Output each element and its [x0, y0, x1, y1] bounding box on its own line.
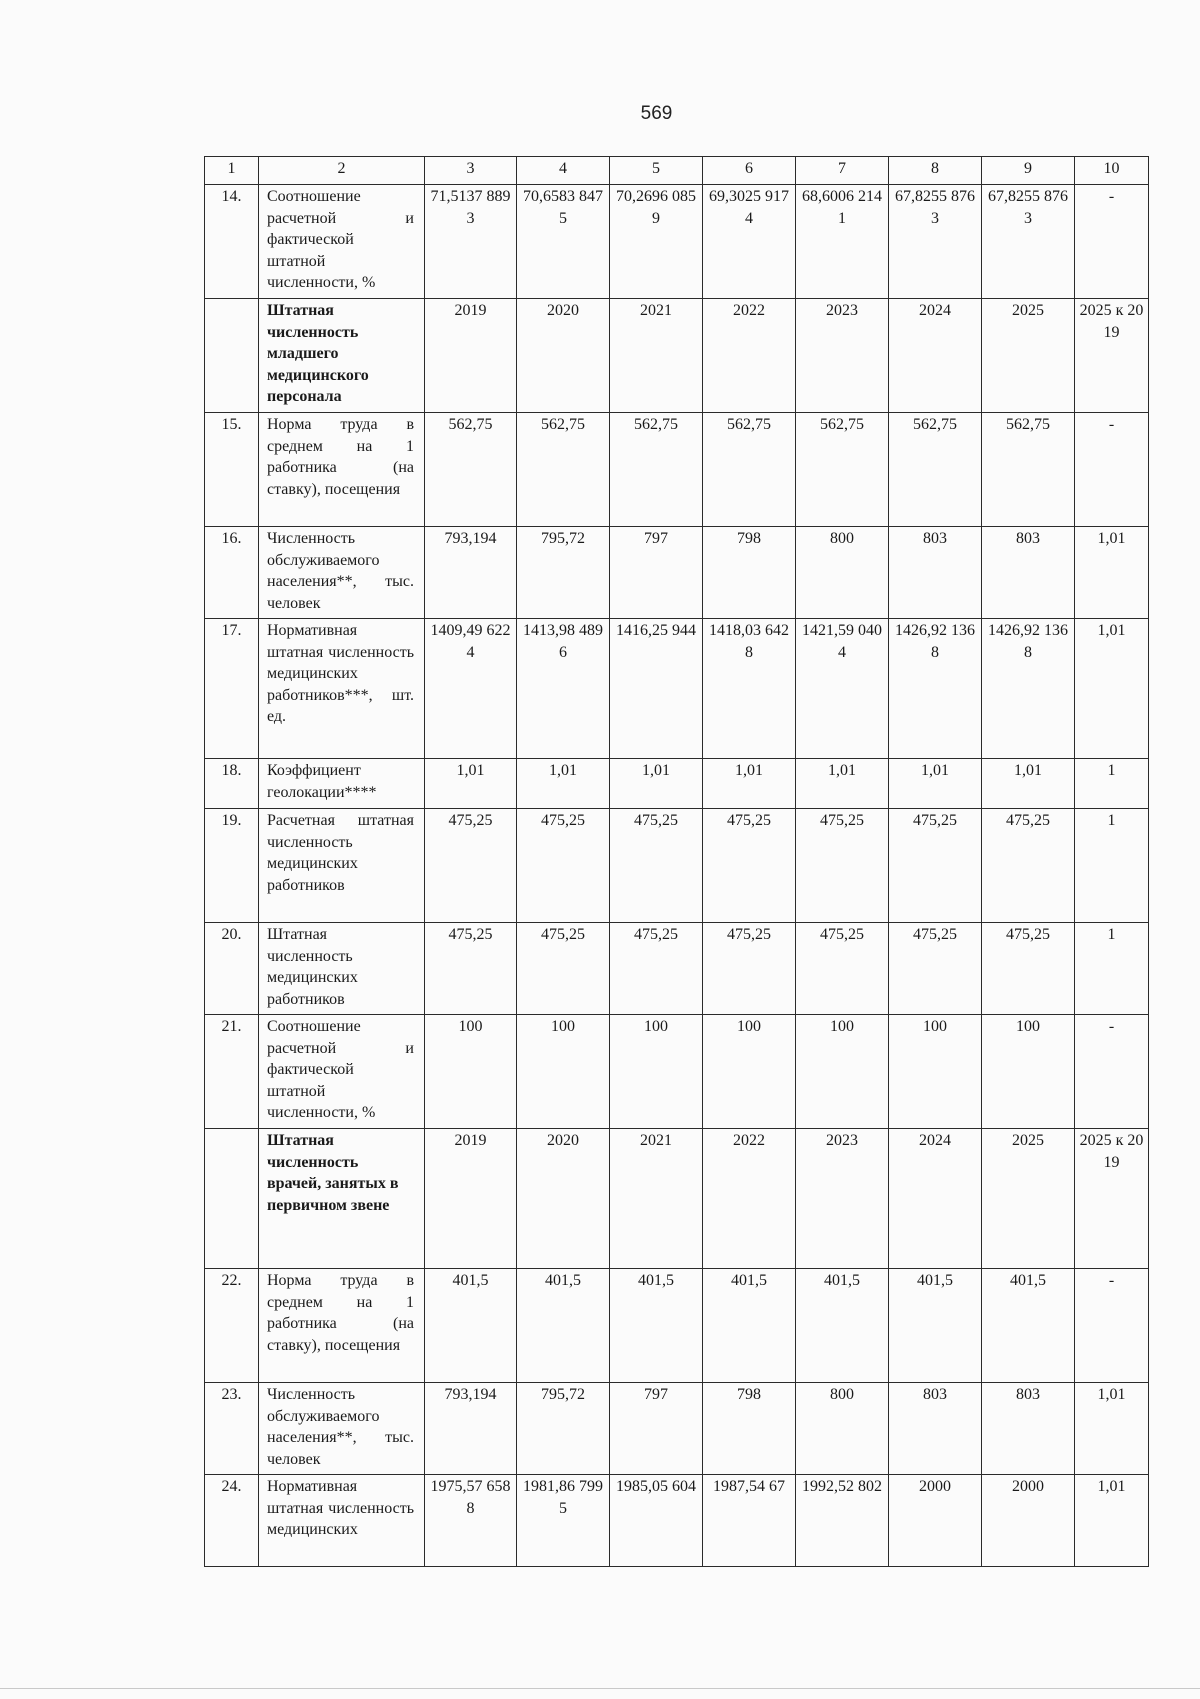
indicator-name-cell: Численность обслуживаемого населения**, тыс. человек: [259, 1383, 425, 1475]
indicator-name-cell: Численность обслуживаемого населения**, тыс. человек: [259, 527, 425, 619]
value-cell: -: [1075, 1269, 1149, 1383]
column-number-cell: 9: [982, 157, 1075, 185]
value-cell: 100: [703, 1015, 796, 1129]
row-number-cell: [205, 1129, 259, 1269]
row-number-cell: 23.: [205, 1383, 259, 1475]
value-cell: 475,25: [610, 923, 703, 1015]
year-cell: 2020: [517, 1129, 610, 1269]
page-bottom-edge: [0, 1688, 1200, 1689]
column-number-cell: 10: [1075, 157, 1149, 185]
value-cell: 1426,92 1368: [982, 619, 1075, 759]
row-number-cell: 19.: [205, 809, 259, 923]
value-cell: 71,5137 8893: [425, 185, 517, 299]
value-cell: 100: [796, 1015, 889, 1129]
year-cell: 2025: [982, 299, 1075, 413]
table-row: [205, 1015, 1149, 1129]
value-cell: 475,25: [517, 809, 610, 923]
value-cell: 1992,52 802: [796, 1475, 889, 1567]
year-cell: 2023: [796, 299, 889, 413]
value-cell: 70,2696 0859: [610, 185, 703, 299]
value-cell: 67,8255 8763: [982, 185, 1075, 299]
year-cell: 2025: [982, 1129, 1075, 1269]
value-cell: 1: [1075, 923, 1149, 1015]
value-cell: 562,75: [703, 413, 796, 527]
value-cell: 793,194: [425, 1383, 517, 1475]
value-cell: 475,25: [796, 923, 889, 1015]
value-cell: 1,01: [425, 759, 517, 809]
value-cell: 803: [889, 527, 982, 619]
value-cell: 1987,54 67: [703, 1475, 796, 1567]
value-cell: 401,5: [982, 1269, 1075, 1383]
column-number-cell: 5: [610, 157, 703, 185]
column-number-row: [205, 157, 1149, 185]
row-number-cell: [205, 299, 259, 413]
value-cell: 401,5: [889, 1269, 982, 1383]
table-row: [205, 923, 1149, 1015]
indicator-name-cell: Коэффициент геолокации****: [259, 759, 425, 809]
row-number-cell: 15.: [205, 413, 259, 527]
column-number-cell: 3: [425, 157, 517, 185]
indicator-name-cell: Нормативная штатная численность медицинских: [259, 1475, 425, 1567]
value-cell: 1409,49 6224: [425, 619, 517, 759]
value-cell: 1,01: [610, 759, 703, 809]
value-cell: 1: [1075, 809, 1149, 923]
value-cell: 795,72: [517, 1383, 610, 1475]
value-cell: 800: [796, 527, 889, 619]
table-section-header-row: [205, 299, 1149, 413]
value-cell: 1421,59 0404: [796, 619, 889, 759]
column-number-cell: 6: [703, 157, 796, 185]
value-cell: 1,01: [1075, 527, 1149, 619]
year-cell: 2023: [796, 1129, 889, 1269]
value-cell: 1,01: [1075, 619, 1149, 759]
value-cell: 1426,92 1368: [889, 619, 982, 759]
value-cell: 1981,86 7995: [517, 1475, 610, 1567]
value-cell: 475,25: [425, 923, 517, 1015]
value-cell: 1,01: [1075, 1383, 1149, 1475]
year-cell: 2025 к 2019: [1075, 299, 1149, 413]
year-cell: 2019: [425, 299, 517, 413]
value-cell: 68,6006 2141: [796, 185, 889, 299]
value-cell: 803: [982, 527, 1075, 619]
row-number-cell: 22.: [205, 1269, 259, 1383]
value-cell: 562,75: [610, 413, 703, 527]
value-cell: 475,25: [425, 809, 517, 923]
value-cell: 797: [610, 1383, 703, 1475]
value-cell: 401,5: [703, 1269, 796, 1383]
row-number-cell: 24.: [205, 1475, 259, 1567]
value-cell: 1416,25 944: [610, 619, 703, 759]
value-cell: 475,25: [889, 923, 982, 1015]
value-cell: 562,75: [982, 413, 1075, 527]
indicator-name-cell: Штатная численность медицинских работников: [259, 923, 425, 1015]
value-cell: 803: [982, 1383, 1075, 1475]
value-cell: 1,01: [703, 759, 796, 809]
value-cell: 475,25: [703, 809, 796, 923]
value-cell: 562,75: [517, 413, 610, 527]
row-number-cell: 21.: [205, 1015, 259, 1129]
value-cell: 2000: [982, 1475, 1075, 1567]
value-cell: 100: [517, 1015, 610, 1129]
row-number-cell: 16.: [205, 527, 259, 619]
value-cell: 803: [889, 1383, 982, 1475]
table-row: [205, 1383, 1149, 1475]
row-number-cell: 18.: [205, 759, 259, 809]
year-cell: 2020: [517, 299, 610, 413]
value-cell: 1418,03 6428: [703, 619, 796, 759]
value-cell: 401,5: [425, 1269, 517, 1383]
table-row: [205, 185, 1149, 299]
table-row: [205, 1475, 1149, 1567]
value-cell: 798: [703, 527, 796, 619]
row-number-cell: 14.: [205, 185, 259, 299]
year-cell: 2022: [703, 1129, 796, 1269]
value-cell: 800: [796, 1383, 889, 1475]
indicator-name-cell: Соотношение расчетной и фактической штатной численности, %: [259, 1015, 425, 1129]
value-cell: 1,01: [517, 759, 610, 809]
value-cell: 100: [889, 1015, 982, 1129]
table-row: [205, 527, 1149, 619]
year-cell: 2024: [889, 1129, 982, 1269]
value-cell: 1,01: [982, 759, 1075, 809]
column-number-cell: 1: [205, 157, 259, 185]
table-row: [205, 809, 1149, 923]
value-cell: 562,75: [796, 413, 889, 527]
value-cell: 798: [703, 1383, 796, 1475]
value-cell: 1985,05 604: [610, 1475, 703, 1567]
value-cell: 475,25: [982, 923, 1075, 1015]
indicator-name-cell: Норма труда в среднем на 1 работника (на ставку), посещения: [259, 413, 425, 527]
section-title-cell: Штатная численность младшего медицинского персонала: [259, 299, 425, 413]
value-cell: 797: [610, 527, 703, 619]
year-cell: 2021: [610, 299, 703, 413]
indicator-name-cell: Расчетная штатная численность медицинских работников: [259, 809, 425, 923]
column-number-cell: 4: [517, 157, 610, 185]
value-cell: 475,25: [703, 923, 796, 1015]
column-number-cell: 2: [259, 157, 425, 185]
table-section-header-row: [205, 1129, 1149, 1269]
indicator-name-cell: Нормативная штатная численность медицинских работников***, шт. ед.: [259, 619, 425, 759]
value-cell: 401,5: [517, 1269, 610, 1383]
value-cell: 562,75: [889, 413, 982, 527]
value-cell: 793,194: [425, 527, 517, 619]
value-cell: 70,6583 8475: [517, 185, 610, 299]
table-row: [205, 413, 1149, 527]
value-cell: 475,25: [796, 809, 889, 923]
value-cell: -: [1075, 413, 1149, 527]
column-number-cell: 8: [889, 157, 982, 185]
value-cell: 475,25: [517, 923, 610, 1015]
value-cell: -: [1075, 185, 1149, 299]
section-title-cell: Штатная численность врачей, занятых в первичном звене: [259, 1129, 425, 1269]
value-cell: 1975,57 6588: [425, 1475, 517, 1567]
value-cell: 401,5: [610, 1269, 703, 1383]
value-cell: 401,5: [796, 1269, 889, 1383]
indicator-name-cell: Соотношение расчетной и фактической штатной численности, %: [259, 185, 425, 299]
value-cell: 1413,98 4896: [517, 619, 610, 759]
value-cell: 100: [425, 1015, 517, 1129]
year-cell: 2019: [425, 1129, 517, 1269]
value-cell: 100: [610, 1015, 703, 1129]
data-table: [204, 156, 1149, 1567]
row-number-cell: 17.: [205, 619, 259, 759]
table-row: [205, 619, 1149, 759]
value-cell: 1,01: [1075, 1475, 1149, 1567]
value-cell: 795,72: [517, 527, 610, 619]
value-cell: 100: [982, 1015, 1075, 1129]
year-cell: 2021: [610, 1129, 703, 1269]
column-number-cell: 7: [796, 157, 889, 185]
value-cell: 2000: [889, 1475, 982, 1567]
value-cell: 1,01: [889, 759, 982, 809]
value-cell: 67,8255 8763: [889, 185, 982, 299]
year-cell: 2025 к 2019: [1075, 1129, 1149, 1269]
value-cell: 475,25: [982, 809, 1075, 923]
value-cell: 562,75: [425, 413, 517, 527]
value-cell: 69,3025 9174: [703, 185, 796, 299]
table-row: [205, 1269, 1149, 1383]
value-cell: 475,25: [889, 809, 982, 923]
indicator-name-cell: Норма труда в среднем на 1 работника (на ставку), посещения: [259, 1269, 425, 1383]
year-cell: 2022: [703, 299, 796, 413]
value-cell: -: [1075, 1015, 1149, 1129]
value-cell: 475,25: [610, 809, 703, 923]
year-cell: 2024: [889, 299, 982, 413]
value-cell: 1: [1075, 759, 1149, 809]
page-number: 569: [640, 103, 673, 124]
table-row: [205, 759, 1149, 809]
row-number-cell: 20.: [205, 923, 259, 1015]
value-cell: 1,01: [796, 759, 889, 809]
